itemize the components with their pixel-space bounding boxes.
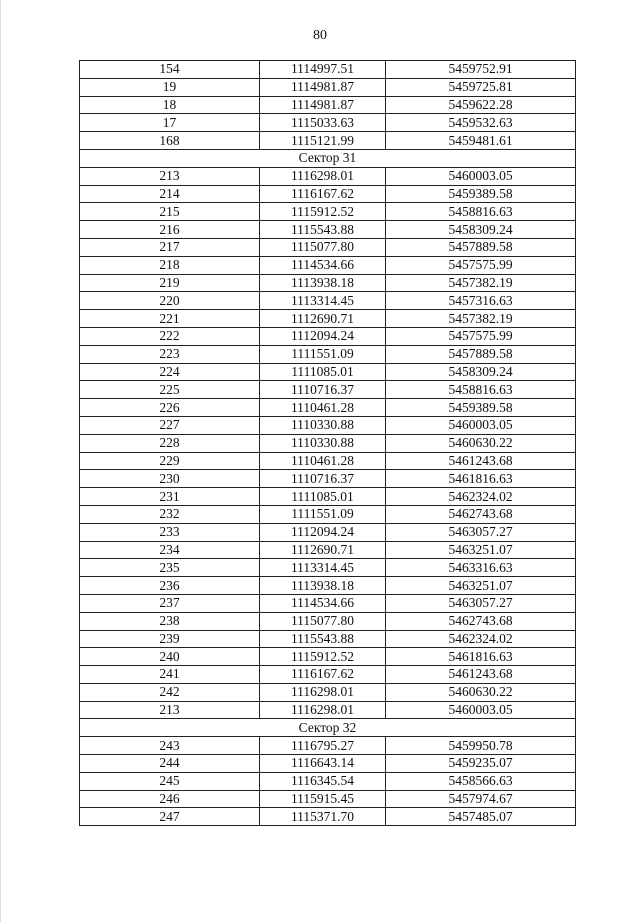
y-coordinate-cell: 5459389.58: [386, 399, 576, 417]
y-coordinate-cell: 5458816.63: [386, 381, 576, 399]
table-row: [80, 701, 576, 719]
y-coordinate-cell: 5461816.63: [386, 470, 576, 488]
y-coordinate-cell: 5459532.63: [386, 114, 576, 132]
point-number-cell: 19: [80, 78, 260, 96]
x-coordinate-cell: 1116167.62: [260, 185, 386, 203]
x-coordinate-cell: 1110716.37: [260, 470, 386, 488]
y-coordinate-cell: 5457575.99: [386, 256, 576, 274]
x-coordinate-cell: 1111085.01: [260, 488, 386, 506]
table-row: [80, 648, 576, 666]
point-number-cell: 239: [80, 630, 260, 648]
x-coordinate-cell: 1111551.09: [260, 345, 386, 363]
table-row: [80, 203, 576, 221]
x-coordinate-cell: 1112690.71: [260, 541, 386, 559]
y-coordinate-cell: 5460003.05: [386, 167, 576, 185]
x-coordinate-cell: 1111551.09: [260, 505, 386, 523]
y-coordinate-cell: 5459622.28: [386, 96, 576, 114]
table-row: [80, 363, 576, 381]
y-coordinate-cell: 5457485.07: [386, 808, 576, 826]
x-coordinate-cell: 1114534.66: [260, 256, 386, 274]
x-coordinate-cell: 1110461.28: [260, 452, 386, 470]
sector-header-row: [80, 719, 576, 737]
table-row: [80, 221, 576, 239]
y-coordinate-cell: 5463251.07: [386, 541, 576, 559]
table-row: [80, 345, 576, 363]
x-coordinate-cell: 1116298.01: [260, 167, 386, 185]
y-coordinate-cell: 5457382.19: [386, 274, 576, 292]
table-row: [80, 470, 576, 488]
y-coordinate-cell: 5462324.02: [386, 488, 576, 506]
x-coordinate-cell: 1110330.88: [260, 416, 386, 434]
x-coordinate-cell: 1116298.01: [260, 683, 386, 701]
y-coordinate-cell: 5457316.63: [386, 292, 576, 310]
y-coordinate-cell: 5460630.22: [386, 683, 576, 701]
y-coordinate-cell: 5462743.68: [386, 505, 576, 523]
x-coordinate-cell: 1114997.51: [260, 61, 386, 79]
x-coordinate-cell: 1115912.52: [260, 648, 386, 666]
y-coordinate-cell: 5462743.68: [386, 612, 576, 630]
table-row: [80, 683, 576, 701]
y-coordinate-cell: 5459752.91: [386, 61, 576, 79]
x-coordinate-cell: 1115371.70: [260, 808, 386, 826]
table-row: [80, 167, 576, 185]
scan-edge-line: [0, 0, 1, 922]
table-row: [80, 327, 576, 345]
y-coordinate-cell: 5457575.99: [386, 327, 576, 345]
y-coordinate-cell: 5457889.58: [386, 238, 576, 256]
x-coordinate-cell: 1116167.62: [260, 666, 386, 684]
x-coordinate-cell: 1114981.87: [260, 78, 386, 96]
page-number: 80: [313, 28, 327, 43]
y-coordinate-cell: 5458309.24: [386, 221, 576, 239]
point-number-cell: 168: [80, 132, 260, 150]
table-row: [80, 399, 576, 417]
x-coordinate-cell: 1115121.99: [260, 132, 386, 150]
table-row: [80, 96, 576, 114]
y-coordinate-cell: 5460003.05: [386, 701, 576, 719]
table-row: [80, 505, 576, 523]
point-number-cell: 225: [80, 381, 260, 399]
table-row: [80, 185, 576, 203]
x-coordinate-cell: 1116345.54: [260, 772, 386, 790]
point-number-cell: 242: [80, 683, 260, 701]
coordinates-table: [79, 60, 576, 826]
y-coordinate-cell: 5458309.24: [386, 363, 576, 381]
table-row: [80, 577, 576, 595]
table-row: [80, 310, 576, 328]
x-coordinate-cell: 1115077.80: [260, 612, 386, 630]
y-coordinate-cell: 5459950.78: [386, 737, 576, 755]
point-number-cell: 230: [80, 470, 260, 488]
table-row: [80, 61, 576, 79]
point-number-cell: 235: [80, 559, 260, 577]
point-number-cell: 232: [80, 505, 260, 523]
x-coordinate-cell: 1112094.24: [260, 523, 386, 541]
point-number-cell: 223: [80, 345, 260, 363]
y-coordinate-cell: 5459725.81: [386, 78, 576, 96]
point-number-cell: 214: [80, 185, 260, 203]
x-coordinate-cell: 1113938.18: [260, 274, 386, 292]
table-row: [80, 790, 576, 808]
sector-title: Сектор 32: [80, 719, 576, 737]
x-coordinate-cell: 1116298.01: [260, 701, 386, 719]
x-coordinate-cell: 1116795.27: [260, 737, 386, 755]
table-row: [80, 78, 576, 96]
y-coordinate-cell: 5457382.19: [386, 310, 576, 328]
table-row: [80, 630, 576, 648]
point-number-cell: 219: [80, 274, 260, 292]
x-coordinate-cell: 1113314.45: [260, 292, 386, 310]
table-row: [80, 416, 576, 434]
point-number-cell: 17: [80, 114, 260, 132]
y-coordinate-cell: 5459481.61: [386, 132, 576, 150]
table-row: [80, 666, 576, 684]
y-coordinate-cell: 5459389.58: [386, 185, 576, 203]
table-row: [80, 594, 576, 612]
x-coordinate-cell: 1110716.37: [260, 381, 386, 399]
y-coordinate-cell: 5463057.27: [386, 594, 576, 612]
y-coordinate-cell: 5461816.63: [386, 648, 576, 666]
point-number-cell: 237: [80, 594, 260, 612]
table-row: [80, 292, 576, 310]
y-coordinate-cell: 5463057.27: [386, 523, 576, 541]
point-number-cell: 229: [80, 452, 260, 470]
table-row: [80, 772, 576, 790]
x-coordinate-cell: 1114534.66: [260, 594, 386, 612]
x-coordinate-cell: 1115912.52: [260, 203, 386, 221]
x-coordinate-cell: 1115915.45: [260, 790, 386, 808]
y-coordinate-cell: 5457889.58: [386, 345, 576, 363]
point-number-cell: 216: [80, 221, 260, 239]
point-number-cell: 215: [80, 203, 260, 221]
point-number-cell: 228: [80, 434, 260, 452]
point-number-cell: 233: [80, 523, 260, 541]
point-number-cell: 217: [80, 238, 260, 256]
point-number-cell: 231: [80, 488, 260, 506]
point-number-cell: 226: [80, 399, 260, 417]
point-number-cell: 224: [80, 363, 260, 381]
point-number-cell: 218: [80, 256, 260, 274]
table-row: [80, 132, 576, 150]
y-coordinate-cell: 5461243.68: [386, 666, 576, 684]
table-row: [80, 612, 576, 630]
x-coordinate-cell: 1111085.01: [260, 363, 386, 381]
point-number-cell: 243: [80, 737, 260, 755]
point-number-cell: 213: [80, 701, 260, 719]
point-number-cell: 227: [80, 416, 260, 434]
point-number-cell: 213: [80, 167, 260, 185]
table-row: [80, 737, 576, 755]
point-number-cell: 245: [80, 772, 260, 790]
point-number-cell: 234: [80, 541, 260, 559]
point-number-cell: 222: [80, 327, 260, 345]
y-coordinate-cell: 5458566.63: [386, 772, 576, 790]
y-coordinate-cell: 5462324.02: [386, 630, 576, 648]
table-row: [80, 434, 576, 452]
point-number-cell: 246: [80, 790, 260, 808]
x-coordinate-cell: 1112690.71: [260, 310, 386, 328]
sector-title: Сектор 31: [80, 149, 576, 167]
point-number-cell: 238: [80, 612, 260, 630]
point-number-cell: 247: [80, 808, 260, 826]
point-number-cell: 221: [80, 310, 260, 328]
table-row: [80, 559, 576, 577]
table-row: [80, 381, 576, 399]
x-coordinate-cell: 1115543.88: [260, 221, 386, 239]
point-number-cell: 154: [80, 61, 260, 79]
x-coordinate-cell: 1115033.63: [260, 114, 386, 132]
table-row: [80, 808, 576, 826]
x-coordinate-cell: 1113938.18: [260, 577, 386, 595]
point-number-cell: 18: [80, 96, 260, 114]
table-row: [80, 274, 576, 292]
table-row: [80, 541, 576, 559]
y-coordinate-cell: 5461243.68: [386, 452, 576, 470]
y-coordinate-cell: 5460003.05: [386, 416, 576, 434]
point-number-cell: 244: [80, 755, 260, 773]
y-coordinate-cell: 5460630.22: [386, 434, 576, 452]
x-coordinate-cell: 1110330.88: [260, 434, 386, 452]
x-coordinate-cell: 1112094.24: [260, 327, 386, 345]
y-coordinate-cell: 5458816.63: [386, 203, 576, 221]
point-number-cell: 236: [80, 577, 260, 595]
x-coordinate-cell: 1113314.45: [260, 559, 386, 577]
table-row: [80, 238, 576, 256]
table-row: [80, 755, 576, 773]
y-coordinate-cell: 5459235.07: [386, 755, 576, 773]
coordinates-table-body: [80, 61, 576, 826]
y-coordinate-cell: 5463316.63: [386, 559, 576, 577]
y-coordinate-cell: 5463251.07: [386, 577, 576, 595]
sector-header-row: [80, 149, 576, 167]
point-number-cell: 240: [80, 648, 260, 666]
table-row: [80, 114, 576, 132]
table-row: [80, 523, 576, 541]
table-row: [80, 488, 576, 506]
point-number-cell: 220: [80, 292, 260, 310]
y-coordinate-cell: 5457974.67: [386, 790, 576, 808]
table-row: [80, 452, 576, 470]
table-row: [80, 256, 576, 274]
point-number-cell: 241: [80, 666, 260, 684]
x-coordinate-cell: 1115543.88: [260, 630, 386, 648]
x-coordinate-cell: 1115077.80: [260, 238, 386, 256]
x-coordinate-cell: 1116643.14: [260, 755, 386, 773]
x-coordinate-cell: 1110461.28: [260, 399, 386, 417]
x-coordinate-cell: 1114981.87: [260, 96, 386, 114]
